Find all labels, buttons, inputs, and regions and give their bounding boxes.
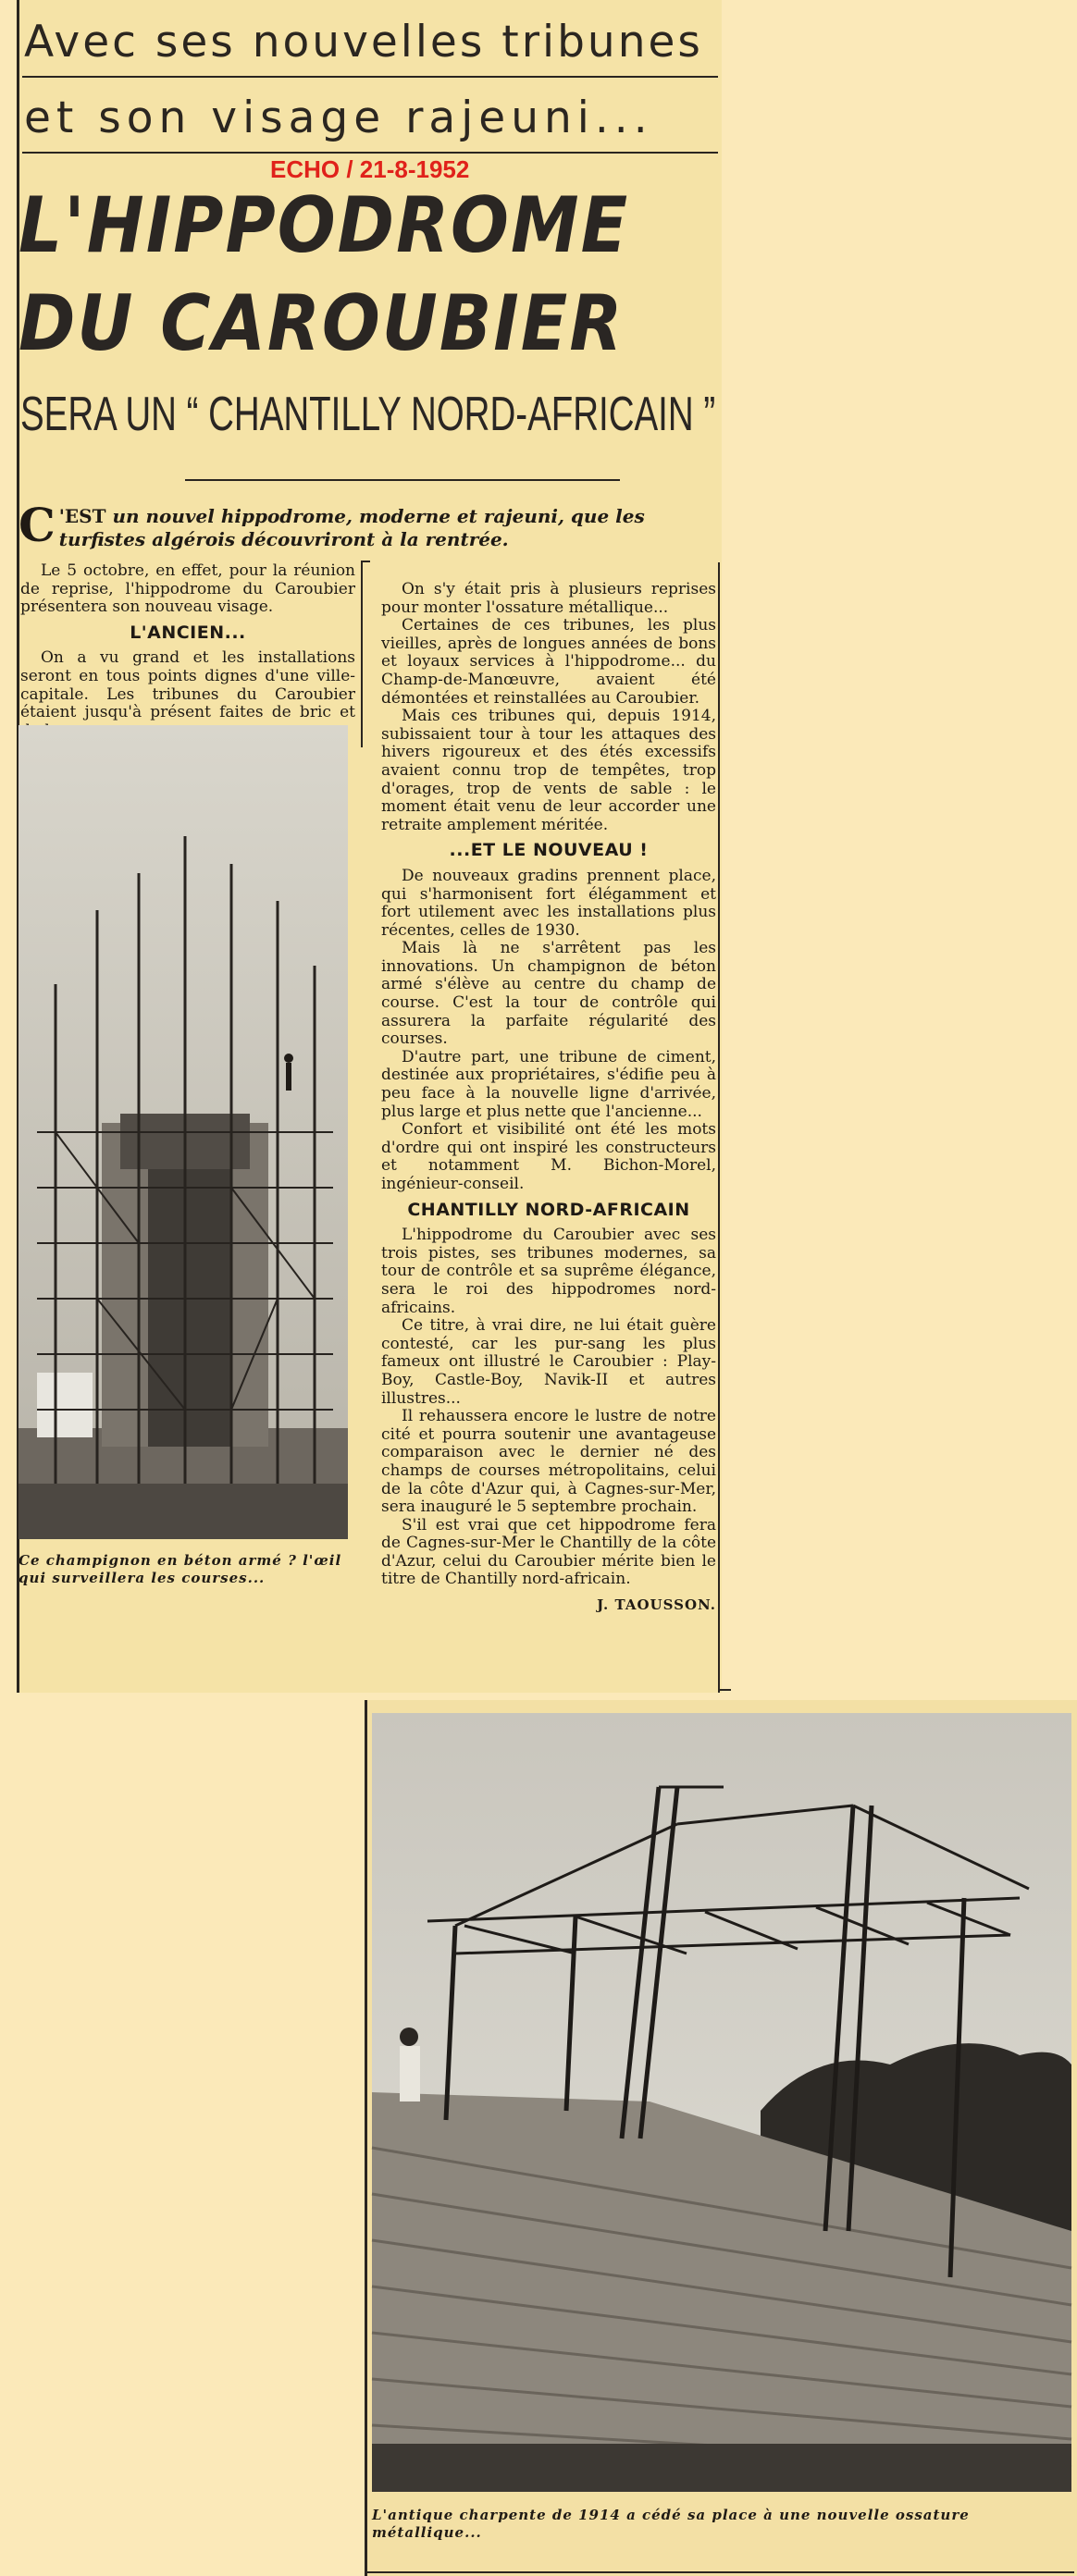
lead-caps: 'EST — [58, 505, 106, 527]
control-tower-image — [19, 725, 348, 1539]
source-date-stamp: ECHO / 21-8-1952 — [270, 155, 470, 183]
col2-paragraph: Confort et visibilité ont été les mots d'ordre qui ont inspiré les constructeurs et notamment M. Bichon-Morel, ingénieur-conseil. — [381, 1120, 716, 1193]
col2-paragraph: L'hippodrome du Caroubier avec ses trois pistes, ses tribunes modernes, sa tour de contrôle et sa suprême élégance, sera le roi des hippodromes nord-africains. — [381, 1226, 716, 1317]
col2-paragraph: Certaines de ces tribunes, les plus vieilles, après de longues années de bons et loyaux services à l'hippodrome... du Champ-de-Manœuvre, avaient été démontées et reinstallées au Caroubier. — [381, 616, 716, 708]
col2-paragraph: Mais ces tribunes qui, depuis 1914, subissaient tour à tour les attaques des hivers rigoureux et des étés excessifs avaient connu trop de tempêtes, trop d'orages, trop de vents de sable : le moment était venu de leur accorder une retraite amplement méritée. — [381, 707, 716, 834]
photo-clipping-border — [365, 1700, 367, 2576]
col2-paragraph: De nouveaux gradins prennent place, qui s'harmonisent fort élégamment et fort utilement avec les installations plus récentes, celles de 1930. — [381, 866, 716, 940]
col1-paragraph: Le 5 octobre, en effet, pour la réunion de reprise, l'hippodrome du Caroubier présentera son nouveau visage. — [20, 561, 355, 617]
photo-metal-frame — [372, 1713, 1071, 2492]
col2-subhead-nouveau: ...ET LE NOUVEAU ! — [449, 840, 649, 861]
photo-control-tower — [19, 725, 348, 1539]
col2-paragraph: On s'y était pris à plusieurs reprises pour monter l'ossature métallique... — [381, 580, 716, 617]
column-rule-top — [361, 562, 363, 747]
col2-paragraph: Mais là ne s'arrêtent pas les innovations. Un champignon de béton armé s'élève au centre du champ de course. C'est la tour de contrôle qui assurera la parfaite régularité des courses. — [381, 939, 716, 1049]
metal-frame-image — [372, 1713, 1071, 2492]
lead-text: un nouvel hippodrome, moderne et rajeuni, que les turfistes algérois découvriront à la rentrée. — [58, 505, 645, 550]
author-signature: J. TAOUSSON. — [597, 1596, 716, 1614]
col1-subhead: L'ANCIEN... — [130, 622, 246, 643]
headline-line-1: Avec ses nouvelles tribunes — [24, 17, 703, 68]
lead-dropcap: C — [19, 498, 56, 552]
col2-paragraph: S'il est vrai que cet hippodrome fera de Cagnes-sur-Mer le Chantilly de la côte d'Azur, celui du Caroubier mérite bien le titre de Chantilly nord-africain. — [381, 1515, 716, 1589]
headline-rule-2 — [22, 152, 718, 154]
column-rule-right — [718, 562, 720, 1693]
column-rule-tick — [361, 561, 370, 562]
column-1 — [20, 561, 355, 722]
headline-line-2: et son visage rajeuni... — [24, 92, 653, 143]
title-line-2: DU CAROUBIER — [19, 279, 625, 369]
photo-clipping-bottom — [365, 2571, 1074, 2573]
photo1-caption: Ce champignon en béton armé ? l'œil qui surveillera les courses... — [19, 1552, 342, 1586]
subtitle-rule — [185, 479, 620, 481]
article-lead — [19, 498, 722, 552]
col1-paragraph: On a vu grand et les installations seront en tous points dignes d'une ville-capitale. Les tribunes du Caroubier étaient jusqu'à présent faites de bric et — [20, 648, 355, 722]
column-2 — [381, 581, 716, 1615]
col2-subhead-chantilly: CHANTILLY NORD-AFRICAIN — [407, 1199, 690, 1220]
column-rule-foot — [718, 1689, 731, 1691]
col2-paragraph: Il rehaussera encore le lustre de notre cité et pourra soutenir une avantageuse comparaison avec le dernier né des champs de courses métropolitains, celui de la côte d'Azur qui, à Cagnes-sur-Mer, sera inauguré le 5 septembre prochain. — [381, 1407, 716, 1517]
col2-paragraph: Ce titre, à vrai dire, ne lui était guère contesté, car les pur-sang les plus fameux ont illustré le Caroubier : Play-Boy, Castle-Boy, Navik-II et autres illustres... — [381, 1316, 716, 1408]
headline-rule-1 — [22, 76, 718, 78]
col2-paragraph: D'autre part, une tribune de ciment, destinée aux propriétaires, s'édifie peu à peu face à la nouvelle ligne d'arrivée, plus large et plus nette que l'ancienne... — [381, 1047, 716, 1121]
photo2-caption: L'antique charpente de 1914 a cédé sa place à une nouvelle ossature métallique... — [372, 2507, 970, 2541]
title-line-1: L'HIPPODROME — [19, 181, 630, 271]
article-subtitle: SERA UN “ CHANTILLY NORD-AFRICAIN ” — [20, 388, 716, 441]
